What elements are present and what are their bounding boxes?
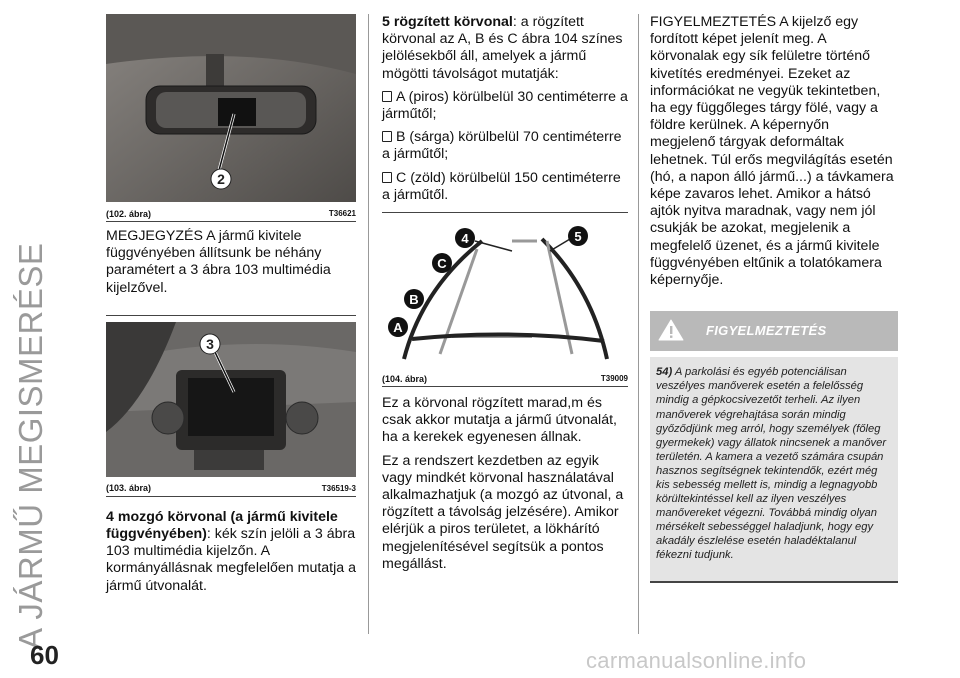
figure-label: (102. ábra) [106, 208, 152, 219]
marker-c: C [437, 256, 447, 272]
marker-3: 3 [206, 335, 214, 352]
footer-watermark: carmanualsonline.info [586, 648, 807, 673]
page-number: 60 [30, 640, 59, 670]
figure-103 [106, 322, 356, 477]
figure-104 [382, 219, 628, 367]
dashboard-illustration [106, 322, 356, 477]
marker-5: 5 [574, 229, 582, 245]
warning-paragraph: FIGYELMEZTETÉS A kijelző egy fordított képet jelenít meg. A körvonalak egy sík felületre történő kivetítés eredményei. Ezeket az információkat ne vegyük tekintetben, ha egy függőleges tárgy fölé, vagy a földre kerülnek. A képernyőn megjelenő tárgyak deformáltak lehetnek. Túl erős megvilágítás esetén (hó, a napon álló jármű...) a távkamera képe zavaros lehet. Amikor a hátsó ajtók nyitva maradnak, vagy nem jól csukják be azokat, megjelenik a megfelelő üzenet, és a jármű kivitele függvényében eltűnik a tolatókamera képernyője. [650, 14, 894, 289]
warning-box [650, 357, 898, 582]
warning-title: FIGYELMEZTETÉS [706, 323, 827, 339]
warning-number: 54) [656, 366, 673, 379]
checkbox-icon [382, 172, 392, 183]
paragraph: Ez a rendszert kezdetben az egyik vagy mindkét körvonal használatával alkalmazhatjuk (a mozgó az útvonal, a rögzített a távolság jelzésére). Amikor elérjük a piros területet, a lökhárító megjelenítésével segítsük a pontos megállást. [382, 452, 624, 572]
marker-a: A [393, 320, 403, 336]
column-1 [106, 14, 356, 601]
guidelines-diagram [382, 219, 628, 367]
list-item: A (piros) körülbelül 30 centiméterre a járműtől; [382, 88, 628, 123]
checkbox-icon [382, 91, 392, 102]
figure-code: T39009 [600, 374, 628, 384]
list-item: C (zöld) körülbelül 150 centiméterre a járműtől. [382, 169, 621, 203]
fixed-outline-intro: 5 rögzített körvonal: a rögzített körvonal az A, B és C ábra 104 színes jelölésekből áll, amelyek a jármű mögötti távolságot mutatják: [382, 14, 623, 82]
moving-outline-paragraph: 4 mozgó körvonal (a jármű kivitele függvényében): kék szín jelöli a 3 ábra 103 multimédia kijelzőn. A kormányállásnak megfelelően mutatja a jármű útvonalát. [106, 508, 356, 594]
column-divider [638, 14, 639, 634]
marker-4: 4 [461, 231, 469, 247]
column-2 [382, 14, 628, 579]
paragraph: Ez a körvonal rögzített marad,m és csak akkor mutatja a jármű útvonalát, ha a kerekek egyenesen állnak. [382, 395, 617, 446]
figure-caption [382, 367, 628, 387]
figure-102 [106, 14, 356, 202]
marker-2: 2 [217, 171, 225, 187]
list-item: B (sárga) körülbelül 70 centiméterre a járműtől; [382, 129, 622, 163]
figure-code: T36519-3 [321, 483, 356, 493]
column-divider [368, 14, 369, 634]
checkbox-icon [382, 131, 392, 142]
figure-code: T36621 [328, 209, 356, 218]
warning-header [650, 311, 898, 351]
warning-text: A parkolási és egyéb potenciálisan veszélyes manőverek esetén a felelősség mindig a gépkocsivezetőt terheli. Az ilyen manőverek végrehajtása során mindig győződjünk meg arról, hogy személyek (főleg gyermekek) vagy állatok nincsenek a manőver területén. A kamera a vezető számára csupán hasznos segítségnek tekintendők, ezért még kis sebesség mellett is, mindig a legnagyobb körültekintéssel kell az ilyen veszélyes manővereket végezni. Továbbá mindig olyan mérsékelt sebességgel haladjunk, hogy egy akadály észlelése esetén haladéktalanul fékezni tudjunk. [656, 366, 887, 562]
column-3 [650, 14, 898, 583]
figure-label: (103. ábra) [106, 483, 152, 494]
note-paragraph: MEGJEGYZÉS A jármű kivitele függvényében állítsunk be néhány paramétert a 3 ábra 103 multimédia kijelzővel. [106, 228, 331, 296]
warning-triangle-icon [658, 318, 684, 342]
figure-caption [106, 477, 356, 497]
marker-b: B [409, 292, 419, 308]
chapter-title: A JÁRMŰ MEGISMERÉSE [12, 242, 49, 650]
figure-caption [106, 202, 356, 222]
figure-label: (104. ábra) [382, 373, 428, 384]
mirror-illustration [106, 14, 356, 202]
